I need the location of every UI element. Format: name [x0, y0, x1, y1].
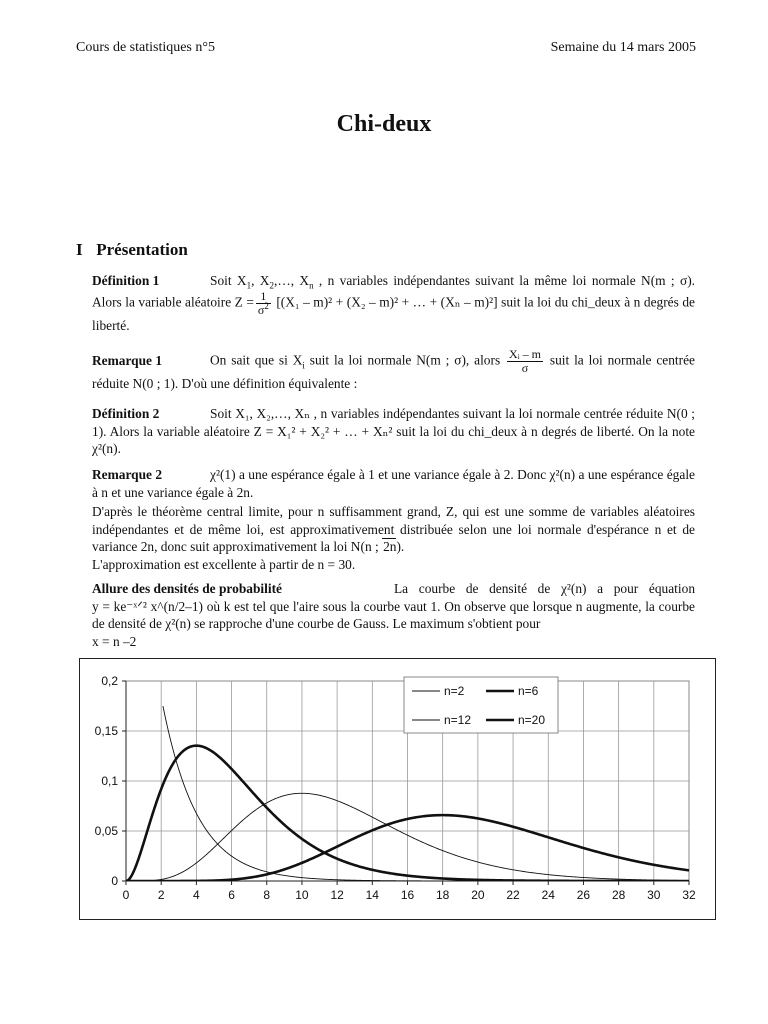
remark-1-label: Remarque 1 — [92, 352, 163, 368]
rem2-text: a une espérance égale à n et une variance égale à 2n. — [92, 467, 695, 500]
x-tick-label: 18 — [436, 888, 450, 902]
allure-text: où k est tel que l'aire sous la courbe vaut 1. On observe que lorsque n augmente, la courbe de densité de — [92, 598, 696, 631]
def1-sub: n — [309, 280, 314, 291]
rem1-frac-num: Xᵢ – m — [509, 347, 541, 361]
x-tick-label: 30 — [647, 888, 661, 902]
definition-1 — [92, 272, 695, 334]
remark-2-label: Remarque 2 — [92, 467, 163, 482]
def1-text: , n variables indépendantes suivant la même loi normale N(m ; σ). Alors la variable aléatoire — [92, 273, 695, 310]
def2-text: suit la loi du chi_deux à n degrés de liberté. On la note — [392, 423, 695, 439]
def1-frac-den-sup: 2 — [264, 300, 269, 311]
allure-maximum: x = n –2 — [92, 633, 137, 649]
remark-2 — [92, 466, 695, 501]
rem1-sub: i — [302, 360, 305, 371]
chi-square-density-chart — [79, 658, 716, 920]
legend-label: n=2 — [444, 684, 465, 698]
y-tick-label: 0,15 — [94, 724, 118, 738]
x-tick-label: 0 — [122, 888, 130, 902]
x-tick-label: 26 — [576, 888, 591, 902]
remark-1 — [92, 348, 695, 393]
tcl-text: D'après le théorème central limite, pour n suffisamment grand, Z, qui est une somme de variables aléatoires indépendantes et de même loi, est approximativement distribuée selon une loi normale d'espérance n et de variance 2n, donc suit approximativement la loi N(n ; — [92, 504, 695, 554]
y-tick-label: 0,05 — [94, 824, 118, 838]
def2-text: Soit X₁, X₂,…, Xₙ , n variables indépendantes suivant la loi normale centrée réduite N(0 ; 1). Alors la variable aléatoire — [92, 406, 695, 439]
x-tick-label: 6 — [228, 888, 235, 902]
def2-notation: χ²(n). — [92, 441, 121, 456]
x-tick-label: 4 — [193, 888, 200, 902]
week-header: Semaine du 14 mars 2005 — [550, 40, 696, 55]
allure-text: se rapproche d'une courbe de Gauss. Le maximum s'obtient pour — [190, 616, 541, 631]
x-tick-label: 2 — [157, 888, 165, 902]
rem2-text: a une espérance égale à 1 et une variance égale à 2. Donc — [235, 467, 550, 482]
rem1-fraction — [507, 348, 543, 375]
rem1-text: suit la loi normale N(m ; σ), alors — [304, 352, 506, 368]
def2-expression: Z = X₁² + X₂² + … + Xₙ² — [253, 423, 393, 439]
y-tick-label: 0,2 — [101, 674, 118, 688]
definition-2 — [92, 405, 695, 458]
legend-label: n=20 — [518, 713, 546, 727]
allure-text: a pour équation — [586, 581, 696, 596]
legend-label: n=12 — [444, 713, 472, 727]
def1-expression: [(X₁ – m)² + (X₂ – m)² + … + (Xₙ – m)²] — [272, 294, 498, 310]
allure-equation: y = ke⁻ˣᐟ² x^(n/2–1) — [92, 598, 203, 614]
x-tick-label: 20 — [471, 888, 485, 902]
x-tick-label: 10 — [295, 888, 309, 902]
def1-text: , X — [251, 273, 270, 288]
allure-chi: χ²(n) — [560, 581, 587, 596]
def1-z: Z = — [234, 294, 254, 310]
rem2-chi1: χ²(1) — [210, 467, 236, 482]
def1-text: Soit X — [210, 273, 247, 288]
section-title: Présentation — [96, 240, 188, 259]
def1-fraction — [256, 290, 271, 317]
definition-2-label: Définition 2 — [92, 406, 160, 421]
def1-text: ,…, X — [273, 273, 310, 288]
def1-sub: 1 — [246, 280, 252, 291]
y-tick-label: 0,1 — [101, 774, 118, 788]
central-limit-paragraph — [92, 503, 695, 573]
x-tick-label: 24 — [541, 888, 555, 902]
x-tick-label: 14 — [365, 888, 379, 902]
allure-chi: χ²(n) — [165, 616, 191, 631]
x-tick-label: 28 — [611, 888, 626, 902]
section-heading — [76, 240, 188, 260]
def1-text: suit la loi du chi_deux à n degrés de liberté. — [92, 294, 695, 333]
y-tick-label: 0 — [111, 874, 118, 888]
section-number: I — [76, 240, 83, 259]
x-tick-label: 12 — [330, 888, 344, 902]
rem1-frac-den: σ — [521, 361, 529, 375]
def1-sub: 2 — [269, 280, 274, 291]
rem2-chin: χ²(n) — [549, 467, 576, 482]
chart-svg — [80, 659, 715, 919]
density-paragraph — [92, 580, 695, 650]
tcl-approximation: L'approximation est excellente à partir de n = 30. — [92, 556, 356, 572]
x-tick-label: 22 — [506, 888, 520, 902]
page-title: Chi-deux — [336, 111, 432, 137]
x-tick-label: 8 — [263, 888, 271, 902]
def1-frac-num: 1 — [256, 290, 271, 304]
def1-frac-den: σ — [257, 302, 265, 317]
allure-text: La courbe de densité de — [394, 581, 561, 596]
tcl-sqrt: 2n — [383, 539, 397, 554]
x-tick-label: 16 — [400, 888, 415, 902]
tcl-text: ). — [396, 539, 405, 554]
definition-1-label: Définition 1 — [92, 273, 160, 288]
legend-label: n=6 — [518, 684, 539, 698]
course-header: Cours de statistiques n°5 — [76, 40, 215, 55]
x-tick-label: 32 — [682, 888, 696, 902]
rem1-text: On sait que si X — [210, 352, 303, 368]
density-label: Allure des densités de probabilité — [92, 581, 282, 596]
rem1-text: suit la loi normale centrée réduite N(0 ; 1). D'où une définition équivalente : — [92, 352, 695, 391]
